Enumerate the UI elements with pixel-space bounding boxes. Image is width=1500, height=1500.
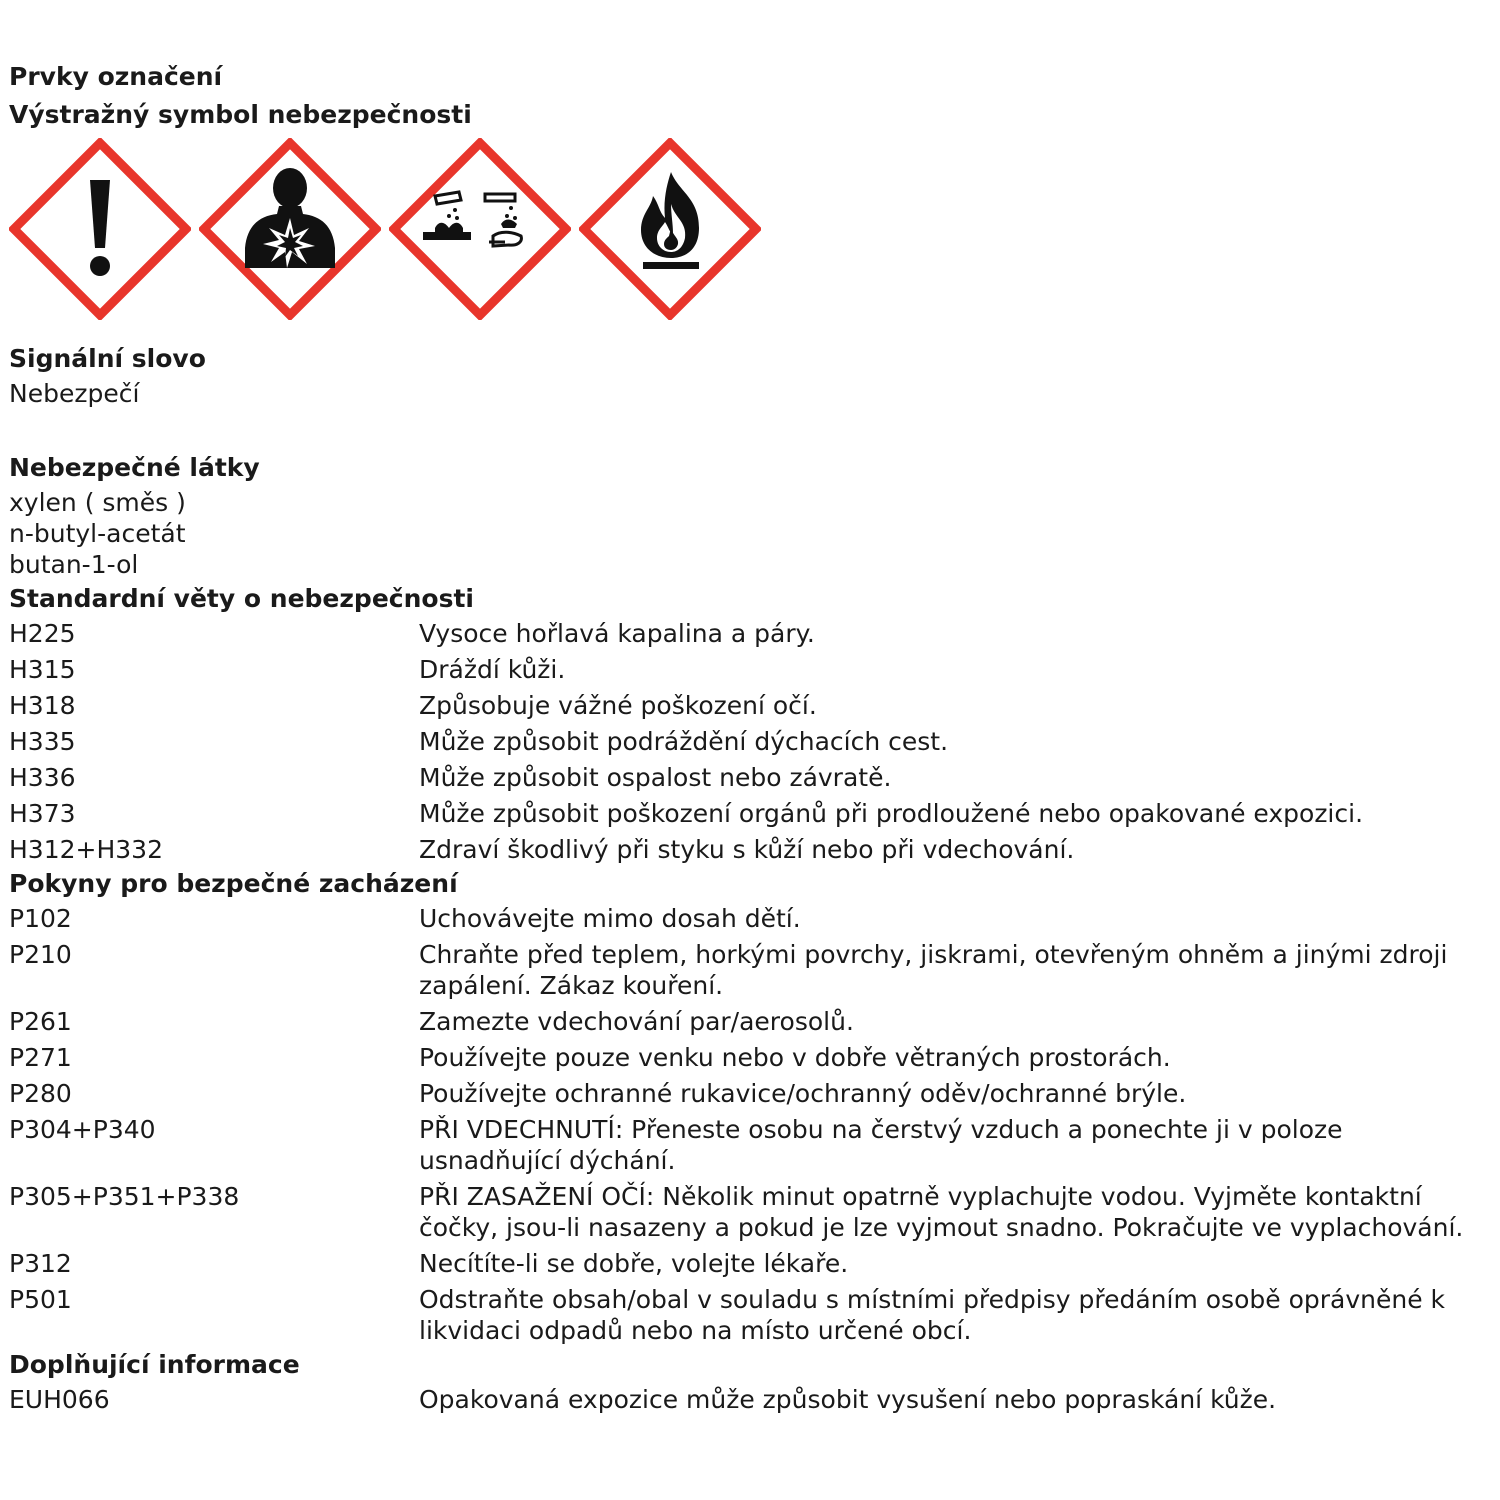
statement-text: Může způsobit poškození orgánů při prodloužené nebo opakované expozici. bbox=[419, 799, 1364, 828]
statement-row bbox=[9, 690, 1491, 721]
supplementary-info-list bbox=[9, 1384, 1491, 1415]
statement-code: H336 bbox=[9, 763, 76, 792]
statement-code: EUH066 bbox=[9, 1385, 110, 1414]
hazard-statements-heading: Standardní věty o nebezpečnosti bbox=[9, 584, 474, 613]
statement-text: Zamezte vdechování par/aerosolů. bbox=[419, 1007, 854, 1036]
statement-row bbox=[9, 1078, 1491, 1109]
statement-code: H225 bbox=[9, 619, 76, 648]
pictogram-heading: Výstražný symbol nebezpečnosti bbox=[9, 100, 472, 129]
statement-code: P261 bbox=[9, 1007, 72, 1036]
statement-line: Chraňte před teplem, horkými povrchy, jiskrami, otevřeným ohněm a jinými zdroji bbox=[419, 940, 1448, 969]
statement-row bbox=[9, 834, 1491, 865]
statement-code: H373 bbox=[9, 799, 76, 828]
statement-text: Zdraví škodlivý při styku s kůží nebo při vdechování. bbox=[419, 835, 1075, 864]
hazardous-substances-heading: Nebezpečné látky bbox=[9, 453, 260, 482]
statement-row bbox=[9, 1006, 1491, 1037]
statement-text: Necítíte-li se dobře, volejte lékaře. bbox=[419, 1249, 849, 1278]
statement-line: usnadňující dýchání. bbox=[419, 1146, 676, 1175]
statement-row bbox=[9, 1384, 1491, 1415]
statement-code: P271 bbox=[9, 1043, 72, 1072]
signal-word-value: Nebezpečí bbox=[9, 379, 140, 408]
statement-line: likvidaci odpadů nebo na místo určené obcí. bbox=[419, 1316, 972, 1345]
substance-item: xylen ( směs ) bbox=[9, 488, 186, 517]
statement-text: Může způsobit ospalost nebo závratě. bbox=[419, 763, 892, 792]
statement-row bbox=[9, 726, 1491, 757]
statement-code: P304+P340 bbox=[9, 1115, 156, 1144]
statement-text: Dráždí kůži. bbox=[419, 655, 566, 684]
statement-text: Způsobuje vážné poškození očí. bbox=[419, 691, 817, 720]
statement-row bbox=[9, 1114, 1491, 1176]
statement-row bbox=[9, 1042, 1491, 1073]
statement-row bbox=[9, 654, 1491, 685]
substance-item: n-butyl-acetát bbox=[9, 519, 186, 548]
statement-text bbox=[419, 939, 1491, 1001]
section-title: Prvky označení bbox=[9, 62, 223, 91]
hazard-statements-list bbox=[9, 618, 1491, 865]
statement-line: čočky, jsou-li nasazeny a pokud je lze vyjmout snadno. Pokračujte ve vyplachování. bbox=[419, 1213, 1464, 1242]
precautionary-statements-list bbox=[9, 903, 1491, 1346]
statement-code: P305+P351+P338 bbox=[9, 1182, 240, 1211]
statement-row bbox=[9, 903, 1491, 934]
label-elements-section bbox=[9, 58, 1491, 1415]
statement-code: H335 bbox=[9, 727, 76, 756]
statement-text bbox=[419, 1284, 1491, 1346]
statement-code: P102 bbox=[9, 904, 72, 933]
statement-text: Používejte ochranné rukavice/ochranný oděv/ochranné brýle. bbox=[419, 1079, 1187, 1108]
statement-code: P501 bbox=[9, 1285, 72, 1314]
pictogram-row bbox=[9, 138, 1491, 320]
substance-item: butan-1-ol bbox=[9, 550, 139, 579]
signal-word-heading: Signální slovo bbox=[9, 344, 206, 373]
statement-row bbox=[9, 1248, 1491, 1279]
statement-line: PŘI ZASAŽENÍ OČÍ: Několik minut opatrně vyplachujte vodou. Vyjměte kontaktní bbox=[419, 1182, 1422, 1211]
statement-line: zapálení. Zákaz kouření. bbox=[419, 971, 724, 1000]
statement-code: P210 bbox=[9, 940, 72, 969]
statement-code: H318 bbox=[9, 691, 76, 720]
statement-row bbox=[9, 618, 1491, 649]
statement-text: Opakovaná expozice může způsobit vysušení nebo popraskání kůže. bbox=[419, 1385, 1277, 1414]
statement-code: P312 bbox=[9, 1249, 72, 1278]
ghs02-flame-icon bbox=[579, 138, 761, 320]
statement-text: Uchovávejte mimo dosah dětí. bbox=[419, 904, 801, 933]
statement-row bbox=[9, 1181, 1491, 1243]
statement-code: H312+H332 bbox=[9, 835, 163, 864]
statement-row bbox=[9, 762, 1491, 793]
statement-text: Může způsobit podráždění dýchacích cest. bbox=[419, 727, 949, 756]
statement-code: P280 bbox=[9, 1079, 72, 1108]
ghs08-health-hazard-icon bbox=[199, 138, 381, 320]
statement-row bbox=[9, 1284, 1491, 1346]
statement-row bbox=[9, 798, 1491, 829]
statement-text bbox=[419, 1114, 1491, 1176]
ghs07-exclamation-mark-icon bbox=[9, 138, 191, 320]
statement-text: Používejte pouze venku nebo v dobře větraných prostorách. bbox=[419, 1043, 1171, 1072]
precautionary-statements-heading: Pokyny pro bezpečné zacházení bbox=[9, 869, 458, 898]
statement-row bbox=[9, 939, 1491, 1001]
statement-text: Vysoce hořlavá kapalina a páry. bbox=[419, 619, 815, 648]
statement-text bbox=[419, 1181, 1491, 1243]
statement-code: H315 bbox=[9, 655, 76, 684]
supplementary-info-heading: Doplňující informace bbox=[9, 1350, 300, 1379]
statement-line: Odstraňte obsah/obal v souladu s místními předpisy předáním osobě oprávněné k bbox=[419, 1285, 1446, 1314]
ghs05-corrosion-icon bbox=[389, 138, 571, 320]
statement-line: PŘI VDECHNUTÍ: Přeneste osobu na čerstvý vzduch a ponechte ji v poloze bbox=[419, 1115, 1343, 1144]
